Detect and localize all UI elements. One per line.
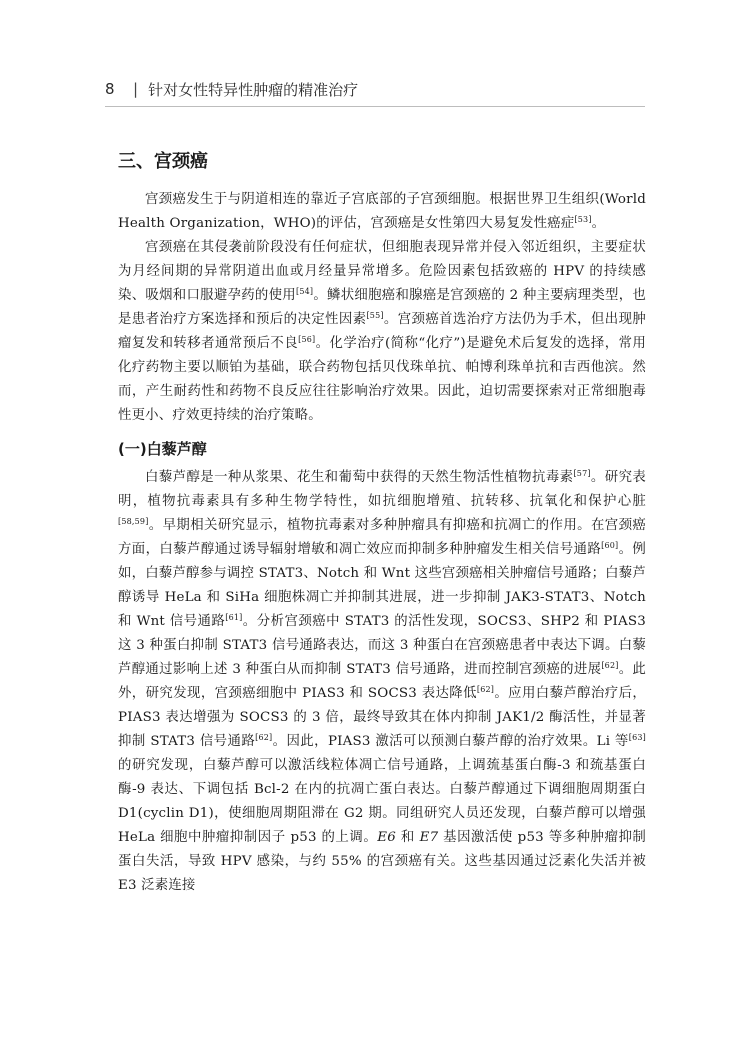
page-body	[118, 150, 646, 898]
page-number: 8	[105, 80, 115, 98]
running-header	[105, 78, 645, 100]
citation: [56]	[298, 335, 316, 344]
citation: [63]	[628, 733, 646, 742]
paragraph-2: 宫颈癌在其侵袭前阶段没有任何症状，但细胞表现异常并侵入邻近组织，主要症状为月经间期的异常阴道出血或月经量异常增多。危险因素包括致癌的 HPV 的持续感染、吸烟和口服避孕药的使用[54]。鳞状细胞癌和腺癌是宫颈癌的 2 种主要病理类型，也是患者治疗方案选择和预后的决定性因素[55]。宫颈癌首选治疗方法仍为手术，但出现肿瘤复发和转移者通常预后不良[56]。化学治疗(简称“化疗”)是避免术后复发的选择，常用化疗药物主要以顺铂为基础，联合药物包括贝伐珠单抗、帕博利珠单抗和吉西他滨。然而，产生耐药性和药物不良反应往往影响治疗效果。因此，迫切需要探索对正常细胞毒性更小、疗效更持续的治疗策略。	[118, 240, 646, 423]
header-rule	[105, 106, 645, 107]
citation: [53]	[574, 215, 592, 224]
citation: [58,59]	[118, 517, 149, 526]
gene-e6: E6	[377, 830, 396, 845]
citation: [61]	[225, 613, 243, 622]
citation: [57]	[573, 469, 591, 478]
citation: [60]	[601, 541, 619, 550]
gene-e7: E7	[419, 830, 439, 845]
citation: [62]	[476, 685, 495, 694]
header-separator: |	[133, 80, 139, 98]
citation: [54]	[296, 287, 314, 296]
subsection-heading: (一)白藜芦醇	[118, 440, 207, 458]
book-title: 针对女性特异性肿瘤的精准治疗	[148, 80, 359, 99]
paragraph-3: 白藜芦醇是一种从浆果、花生和葡萄中获得的天然生物活性植物抗毒素[57]。研究表明，植物抗毒素具有多种生物学特性，如抗细胞增殖、抗转移、抗氧化和保护心脏[58,59]。早期相关研究显示，植物抗毒素对多种肿瘤具有抑癌和抗凋亡的作用。在宫颈癌方面，白藜芦醇通过诱导辐射增敏和凋亡效应而抑制多种肿瘤发生相关信号通路[60]。例如，白藜芦醇参与调控 STAT3、Notch 和 Wnt 这些宫颈癌相关肿瘤信号通路；白藜芦醇诱导 HeLa 和 SiHa 细胞株凋亡并抑制其进展，进一步抑制 JAK3-STAT3、Notch 和 Wnt 信号通路[61]。分析宫颈癌中 STAT3 的活性发现，SOCS3、SHP2 和 PIAS3 这 3 种蛋白抑制 STAT3 信号通路表达，而这 3 种蛋白在宫颈癌患者中表达下调。白藜芦醇通过影响上述 3 种蛋白从而抑制 STAT3 信号通路，进而控制宫颈癌的进展[62]。此外，研究发现，宫颈癌细胞中 PIAS3 和 SOCS3 表达降低[62]。应用白藜芦醇治疗后，PIAS3 表达增强为 SOCS3 的 3 倍，最终导致其在体内抑制 JAK1/2 酶活性，并显著抑制 STAT3 信号通路[62]。因此，PIAS3 激活可以预测白藜芦醇的治疗效果。Li 等[63]的研究发现，白藜芦醇可以激活线粒体凋亡信号通路，上调巯基蛋白酶-3 和巯基蛋白酶-9 表达、下调包括 Bcl-2 在内的抗凋亡蛋白表达。白藜芦醇通过下调细胞周期蛋白 D1(cyclin D1)，使细胞周期阻滞在 G2 期。同组研究人员还发现，白藜芦醇可以增强 HeLa 细胞中肿瘤抑制因子 p53 的上调。E6 和 E7 基因激活使 p53 等多种肿瘤抑制蛋白失活，导致 HPV 感染，与约 55% 的宫颈癌有关。这些基因通过泛素化失活并被 E3 泛素连接	[118, 469, 646, 893]
section-heading: 三、宫颈癌	[118, 151, 208, 172]
citation: [62]	[255, 733, 273, 742]
paragraph-1: 宫颈癌发生于与阴道相连的靠近子宫底部的子宫颈细胞。根据世界卫生组织(World Health Organization，WHO)的评估，宫颈癌是女性第四大易复发性癌症[53]。	[118, 192, 646, 231]
citation: [62]	[601, 661, 619, 670]
citation: [55]	[366, 311, 384, 320]
